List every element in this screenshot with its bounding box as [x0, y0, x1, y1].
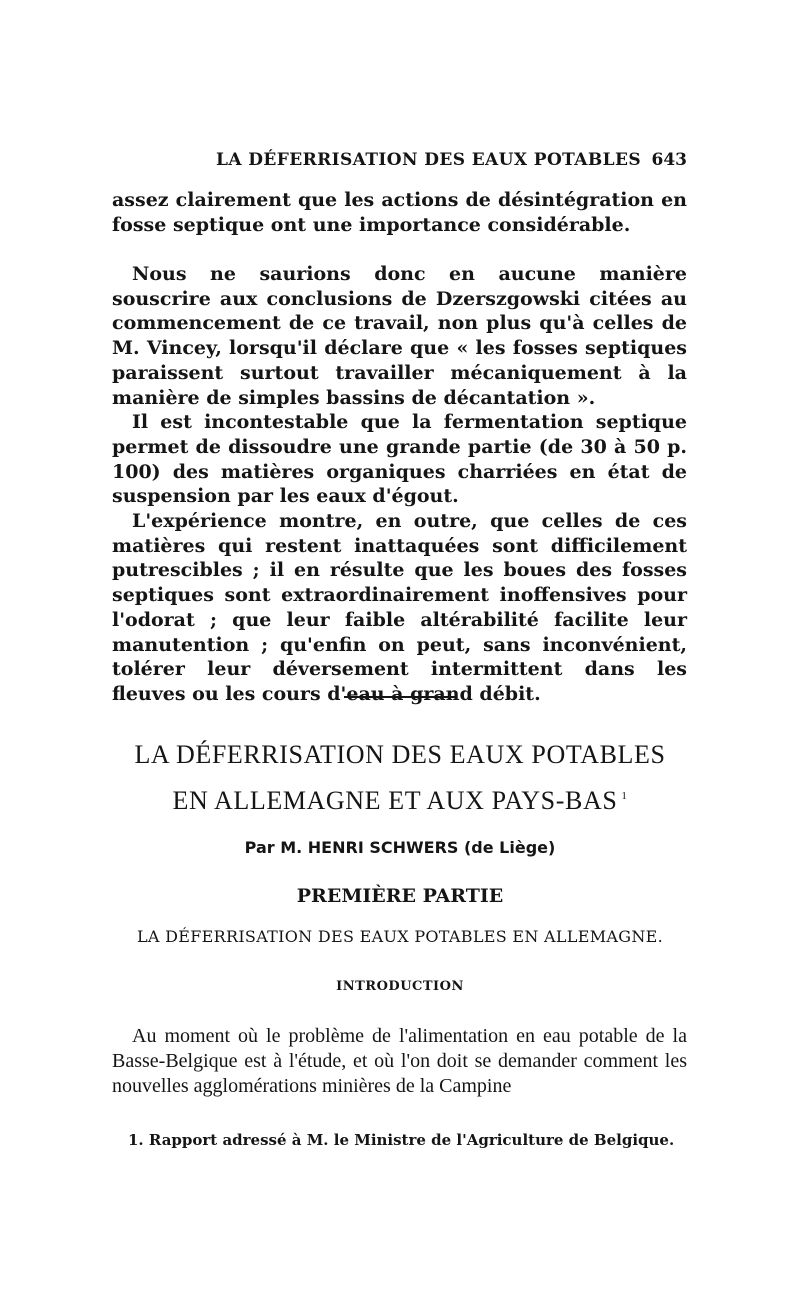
- part-heading: PREMIÈRE PARTIE: [296, 885, 504, 907]
- footnote-marker: 1: [621, 790, 628, 803]
- section-divider: [344, 696, 456, 698]
- part-subheading: LA DÉFERRISATION DES EAUX POTABLES EN ALLEMAGNE.: [136, 927, 664, 946]
- article-title-line-2: [100, 786, 700, 816]
- byline: Par M. HENRI SCHWERS (de Liège): [244, 838, 556, 857]
- article-title-text-1: LA DÉFERRISATION DES EAUX POTABLES: [134, 740, 666, 769]
- intro-block: [112, 1024, 687, 1099]
- article-title-line-1: [100, 740, 700, 770]
- running-header: [112, 150, 687, 176]
- article-title-text-2: EN ALLEMAGNE ET AUX PAYS-BAS: [172, 786, 618, 815]
- continuation-block: [112, 188, 687, 237]
- intro-paragraph: Au moment où le problème de l'alimentation en eau potable de la Basse-Belgique est à l'étude, et où l'on doit se demander comment les nouvelles agglomérations minières de la Campine: [112, 1025, 687, 1097]
- section-heading: INTRODUCTION: [336, 979, 464, 994]
- paragraph-conclusions: Nous ne saurions donc en aucune manière souscrire aux conclusions de Dzerszgowski citées au commencement de ce travail, non plus qu'à celles de M. Vincey, lorsqu'il déclare que « les fosses septiques paraissent surtout travailler mécaniquement à la manière de simples bassins de décantation ».: [112, 263, 687, 409]
- footnote: 1. Rapport adressé à M. le Ministre de l'Agriculture de Belgique.: [128, 1131, 675, 1149]
- paragraph-fermentation: Il est incontestable que la fermentation septique permet de dissoudre une grande partie (de 30 à 50 p. 100) des matières organiques charriées en état de suspension par les eaux d'égout.: [112, 411, 687, 508]
- main-text-block: [112, 262, 687, 707]
- paragraph-experience: L'expérience montre, en outre, que celles de ces matières qui restent inattaquées sont difficilement putrescibles ; il en résulte que les boues des fosses septiques sont extraordinairement inoffensives pour l'odorat ; que leur faible altérabilité facilite leur manutention ; qu'enfin on peut, sans inconvénient, tolérer leur déversement intermittent dans les fleuves ou les cours d'eau à grand débit.: [112, 510, 687, 705]
- running-title: LA DÉFERRISATION DES EAUX POTABLES: [216, 150, 642, 170]
- page-number: 643: [651, 150, 687, 170]
- continuation-paragraph: assez clairement que les actions de désintégration en fosse septique ont une importance considérable.: [112, 189, 687, 236]
